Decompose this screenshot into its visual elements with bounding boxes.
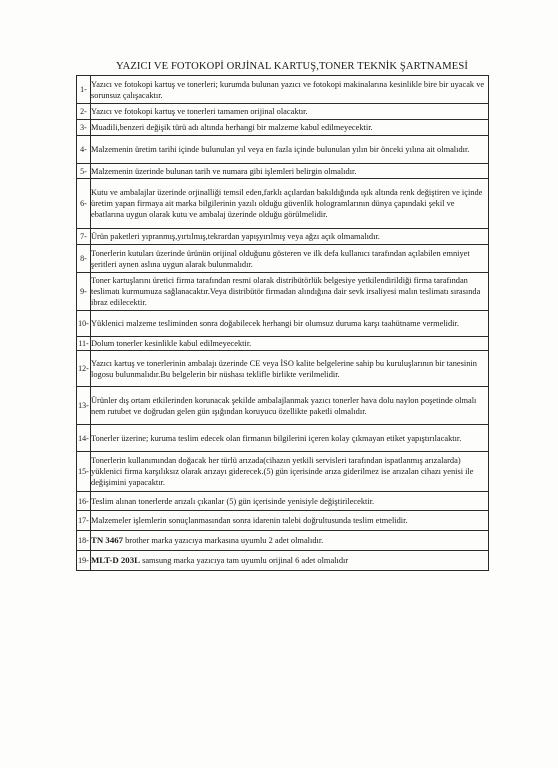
- table-row: [77, 120, 489, 136]
- row-number: 10-: [77, 311, 91, 337]
- row-text: Ürün paketleri yıpranmış,yırtılmış,tekrardan yapışyırılmış veya ağzı açık olmamalıdır.: [91, 229, 489, 245]
- row-number: 4-: [77, 136, 91, 164]
- row-text: Teslim alınan tonerlerde arızalı çıkanlar (5) gün içerisinde yenisiyle değiştirilecektir.: [91, 492, 489, 511]
- row-text: Malzemenin üzerinde bulunan tarih ve numara gibi işlemleri belirgin olmalıdır.: [91, 164, 489, 179]
- table-row: [77, 229, 489, 245]
- table-row: [77, 387, 489, 425]
- row-text: Ürünler dış ortam etkilerinden korunacak şekilde ambalajlanmak yazıcı tonerler hava dolu naylon poşetinde olmalı nem rutubet ve doğrudan gelen gün ışığından koruyucu özellikte paketli olmalıdır.: [91, 387, 489, 425]
- row-text: Malzemenin üretim tarihi içinde bulunulan yıl veya en fazla içinde bulunulan yılın bir önceki yılına ait olmalıdır.: [91, 136, 489, 164]
- row-text: Tonerlerin kutuları üzerinde ürünün orijinal olduğunu gösteren ve ilk defa kullanıcı tarafından açılabilen emniyet şeritleri aynen aslına uygun alarak bulunmalıdır.: [91, 245, 489, 273]
- row-number: 13-: [77, 387, 91, 425]
- table-row: [77, 452, 489, 492]
- table-row: [77, 511, 489, 531]
- table-row: [77, 492, 489, 511]
- row-number: 14-: [77, 425, 91, 452]
- row-text: Malzemeler işlemlerin sonuçlanmasından sonra idarenin talebi doğrultusunda teslim etmelidir.: [91, 511, 489, 531]
- row-text: Toner kartuşlarını üretici firma tarafından resmi olarak distribütörlük belgesiye yetkilendirildiği firma tarafından teslimatı kurmumuza sağlanacaktır.Veya distribütör firmadan alındığına dair sevk irsaliyesi malın teslimatı sırasında ibraz edilecektir.: [91, 273, 489, 311]
- table-row: [77, 551, 489, 571]
- row-number: 16-: [77, 492, 91, 511]
- table-row: [77, 164, 489, 179]
- row-text: Yüklenici malzeme tesliminden sonra doğabilecek herhangi bir olumsuz duruma karşı taahütname vermelidir.: [91, 311, 489, 337]
- table-row: [77, 425, 489, 452]
- row-number: 15-: [77, 452, 91, 492]
- table-row: [77, 337, 489, 351]
- row-number: 6-: [77, 179, 91, 229]
- row-text: Yazıcı kartuş ve tonerlerinin ambalajı üzerinde CE veya İSO kalite belgelerine sahip bu kuruluşlarının bir tanesinin logosu bulunmalıdır.Bu belgelerin bir nüshası teklifle birlikte verilmelidir.: [91, 351, 489, 387]
- row-text: Kutu ve ambalajlar üzerinde orjinalliği temsil eden,farklı açılardan bakıldığında ışık altında renk değiştiren ve içinde üretim yapan firmaya ait marka bilgilerinin yazılı olduğu güvenlik hologramlarının dünya çapındaki şekil ve ebatlarına uygun olarak kutu ve ambalaj üzerinde olduğu görülmelidir.: [91, 179, 489, 229]
- row-text: Tonerler üzerine; kuruma teslim edecek olan firmanın bilgilerini içeren kolay çıkmayan etiket yapıştırılacaktır.: [91, 425, 489, 452]
- table-row: [77, 531, 489, 551]
- row-number: 8-: [77, 245, 91, 273]
- product-code: MLT-D 203L: [91, 555, 140, 565]
- table-row: [77, 351, 489, 387]
- row-number: 18-: [77, 531, 91, 551]
- row-number: 12-: [77, 351, 91, 387]
- row-text: Yazıcı ve fotokopi kartuş ve tonerleri tamamen orijinal olacaktır.: [91, 104, 489, 120]
- row-number: 7-: [77, 229, 91, 245]
- row-number: 2-: [77, 104, 91, 120]
- row-number: 1-: [77, 76, 91, 104]
- row-text: Dolum tonerler kesinlikle kabul edilmeyecektir.: [91, 337, 489, 351]
- document-title: YAZICI VE FOTOKOPİ ORJİNAL KARTUŞ,TONER TEKNİK ŞARTNAMESİ: [116, 61, 468, 72]
- specification-table: [76, 75, 489, 571]
- row-number: 3-: [77, 120, 91, 136]
- row-text-rest: samsung marka yazıcıya tam uyumlu orijinal 6 adet olmalıdır: [139, 556, 349, 565]
- row-text: Yazıcı ve fotokopi kartuş ve tonerleri; kurumda bulunan yazıcı ve fotokopi makinalarına kesinlikle bire bir uyacak ve sorunsuz çalışacaktır.: [91, 76, 489, 104]
- row-number: 19-: [77, 551, 91, 571]
- table-row: [77, 104, 489, 120]
- row-text: [91, 551, 489, 571]
- row-text: [91, 531, 489, 551]
- row-number: 5-: [77, 164, 91, 179]
- row-text: Tonerlerin kullanımından doğacak her türlü arızada(cihazın yetkili servisleri tarafından ispatlanmış arızalarda) yüklenici firma karşılıksız olarak arızayı giderecek.(5) gün içerisinde arıza giderilmez ise arızalan cihazı yenisi ile değişimini yapacaktır.: [91, 452, 489, 492]
- row-text-rest: brother marka yazıcıya markasına uyumlu 2 adet olmalıdır.: [123, 536, 324, 545]
- table-row: [77, 311, 489, 337]
- table-row: [77, 273, 489, 311]
- row-number: 11-: [77, 337, 91, 351]
- table-row: [77, 245, 489, 273]
- product-code: TN 3467: [91, 535, 124, 545]
- row-number: 17-: [77, 511, 91, 531]
- row-number: 9-: [77, 273, 91, 311]
- table-row: [77, 136, 489, 164]
- table-row: [77, 76, 489, 104]
- table-row: [77, 179, 489, 229]
- row-text: Muadili,benzeri değişik türü adı altında herhangi bir malzeme kabul edilmeyecektir.: [91, 120, 489, 136]
